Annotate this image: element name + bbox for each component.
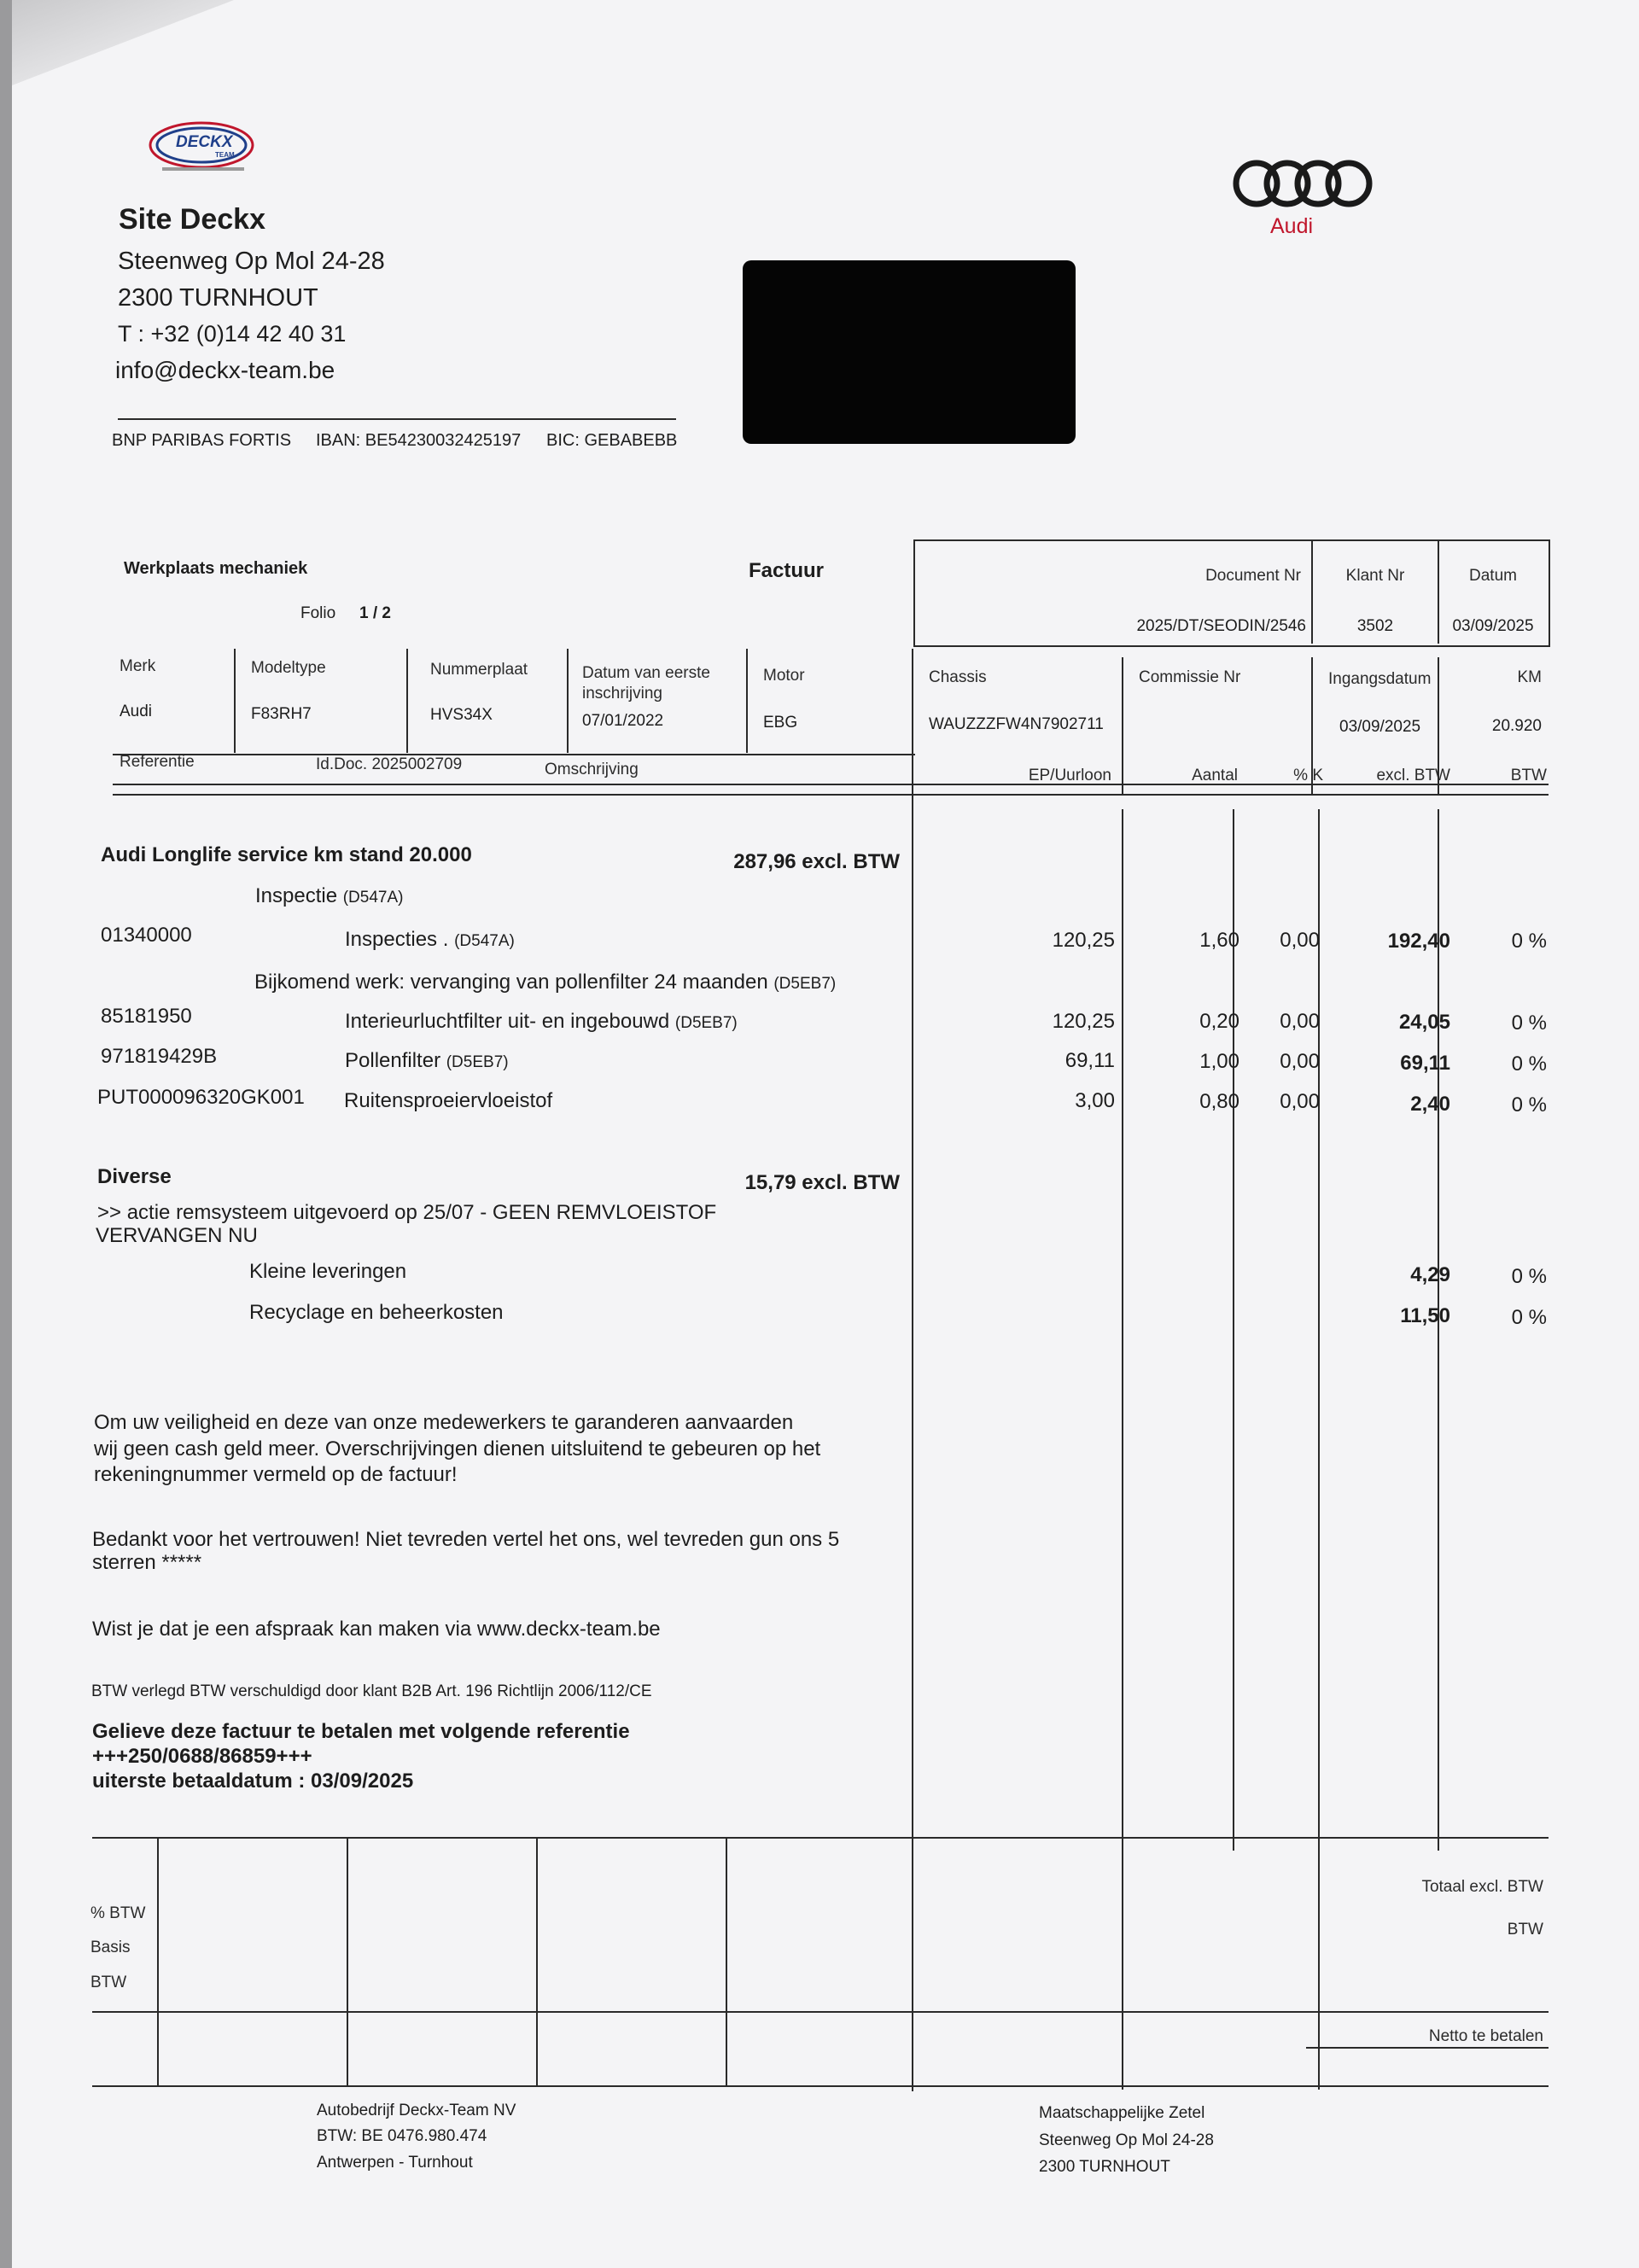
folio-value: 1 / 2: [359, 604, 391, 622]
chassis-label: Chassis: [929, 668, 987, 686]
first-registration-label-2: inschrijving: [582, 685, 662, 703]
item-desc: [345, 1049, 509, 1073]
item-vat: 0 %: [1511, 1012, 1547, 1035]
audi-logo-text: Audi: [1270, 214, 1314, 238]
safety-notice-line-1: Om uw veiligheid en deze van onze medewerkers te garanderen aanvaarden: [94, 1411, 794, 1434]
item-excl: 192,40: [1387, 930, 1450, 953]
inspection-header-code: (D547A): [342, 889, 404, 907]
km-value: 20.920: [1491, 717, 1542, 735]
item-ref: 971819429B: [101, 1045, 218, 1068]
section-service-title: Audi Longlife service km stand 20.000: [101, 843, 472, 866]
commission-label: Commissie Nr: [1139, 668, 1241, 686]
plate-value: HVS34X: [430, 706, 493, 724]
item-desc-text: Interieurluchtfilter uit- en ingebouwd: [345, 1010, 670, 1033]
footer-vat-number: BTW: BE 0476.980.474: [317, 2127, 487, 2145]
company-name: Site Deckx: [119, 203, 265, 236]
item-vat: 0 %: [1511, 1265, 1547, 1288]
quantity-col-header: Aantal: [1192, 767, 1238, 784]
unit-price-col-header: EP/Uurloon: [1028, 767, 1111, 784]
iddoc-col-header: Id.Doc. 2025002709: [316, 755, 463, 773]
footer-seat-street: Steenweg Op Mol 24-28: [1039, 2131, 1214, 2149]
km-label: KM: [1517, 668, 1542, 686]
bank-divider: [118, 418, 676, 420]
item-desc-code: (D547A): [454, 932, 515, 950]
vat-reverse-charge-note: BTW verlegd BTW verschuldigd door klant B2B Art. 196 Richtlijn 2006/112/CE: [91, 1682, 652, 1700]
inspection-header-text: Inspectie: [255, 884, 338, 907]
vat-amount-label: BTW: [90, 1974, 127, 1991]
bank-name: BNP PARIBAS FORTIS: [112, 431, 292, 450]
document-nr: 2025/DT/SEODIN/2546: [1136, 617, 1306, 635]
item-discount: 0,00: [1280, 1010, 1320, 1033]
item-desc-code: (D5EB7): [674, 1014, 738, 1032]
misc-note-line-2: VERVANGEN NU: [96, 1224, 258, 1247]
item-desc-text: Pollenfilter: [345, 1049, 441, 1072]
entry-date-label: Ingangsdatum: [1328, 670, 1432, 688]
client-nr: 3502: [1356, 617, 1394, 635]
engine-label: Motor: [763, 667, 805, 685]
thanks-line-2: sterren *****: [92, 1551, 202, 1574]
first-registration-value: 07/01/2022: [582, 712, 664, 730]
extra-work-header: [254, 971, 836, 994]
audi-logo: [1228, 156, 1381, 242]
net-payable-label: Netto te betalen: [1428, 2027, 1543, 2045]
item-excl: 69,11: [1400, 1052, 1450, 1075]
footer-location: Antwerpen - Turnhout: [317, 2154, 473, 2172]
item-vat: 0 %: [1511, 1306, 1547, 1329]
footer-seat-city: 2300 TURNHOUT: [1039, 2158, 1170, 2176]
item-quantity: 1,60: [1199, 929, 1239, 952]
item-excl: 24,05: [1398, 1011, 1450, 1034]
description-col-header: Omschrijving: [545, 761, 639, 778]
bank-iban: IBAN: BE54230032425197: [316, 431, 522, 450]
item-desc: Recyclage en beheerkosten: [249, 1301, 504, 1324]
item-desc: Kleine leveringen: [249, 1260, 407, 1283]
chassis-value: WAUZZZFW4N7902711: [929, 715, 1104, 733]
safety-notice-line-2: wij geen cash geld meer. Overschrijvingen dienen uitsluitend te gebeuren op het: [94, 1437, 821, 1460]
item-desc-code: (D5EB7): [446, 1053, 509, 1071]
safety-notice-line-3: rekeningnummer vermeld op de factuur!: [94, 1463, 458, 1486]
inspection-header: [255, 884, 403, 908]
item-desc-text: Inspecties .: [345, 928, 449, 951]
plate-label: Nummerplaat: [430, 661, 528, 679]
item-quantity: 0,80: [1199, 1090, 1239, 1113]
model-value: F83RH7: [251, 705, 312, 723]
vat-base-label: Basis: [90, 1939, 131, 1956]
appointment-notice: Wist je dat je een afspraak kan maken via www.deckx-team.be: [92, 1618, 661, 1641]
payment-instruction: Gelieve deze factuur te betalen met volgende referentie: [92, 1720, 630, 1743]
section-misc-total: 15,79 excl. BTW: [744, 1171, 900, 1194]
deckx-logo-text: DECKX: [176, 133, 233, 151]
footer-company: Autobedrijf Deckx-Team NV: [317, 2102, 516, 2119]
redacted-address: [743, 260, 1076, 444]
company-phone: T : +32 (0)14 42 40 31: [118, 321, 347, 347]
item-ref: PUT000096320GK001: [97, 1086, 305, 1109]
footer-seat-label: Maatschappelijke Zetel: [1039, 2104, 1205, 2122]
extra-work-code: (D5EB7): [773, 975, 837, 993]
item-vat: 0 %: [1511, 930, 1547, 953]
first-registration-label-1: Datum van eerste: [582, 664, 710, 682]
company-street: Steenweg Op Mol 24-28: [118, 248, 385, 275]
item-excl: 4,29: [1410, 1263, 1450, 1286]
folio-label: Folio: [300, 604, 336, 622]
extra-work-text: Bijkomend werk: vervanging van pollenfilter 24 maanden: [254, 971, 768, 994]
vat-col-header: BTW: [1510, 767, 1547, 784]
misc-note-line-1: >> actie remsysteem uitgevoerd op 25/07 - GEEN REMVLOEISTOF: [97, 1201, 717, 1224]
company-city: 2300 TURNHOUT: [118, 284, 318, 312]
item-desc: [345, 928, 515, 952]
client-nr-label: Klant Nr: [1345, 567, 1405, 585]
item-discount: 0,00: [1280, 1090, 1320, 1113]
item-unit-price: 120,25: [1052, 929, 1115, 952]
make-label: Merk: [120, 657, 156, 675]
item-ref: 01340000: [101, 924, 192, 947]
invoice-date: 03/09/2025: [1452, 617, 1534, 635]
folded-corner: [12, 0, 234, 85]
bank-bic: BIC: GEBABEBB: [546, 431, 678, 450]
invoice-type: Factuur: [749, 559, 825, 582]
item-unit-price: 3,00: [1075, 1089, 1115, 1112]
item-desc: [345, 1010, 738, 1034]
item-quantity: 1,00: [1199, 1050, 1239, 1073]
invoice-page: [12, 0, 1639, 2268]
section-service-total: 287,96 excl. BTW: [733, 850, 900, 873]
date-label: Datum: [1469, 567, 1517, 585]
make-value: Audi: [120, 703, 153, 720]
item-ref: 85181950: [101, 1005, 192, 1028]
entry-date-value: 03/09/2025: [1339, 718, 1421, 736]
item-discount: 0,00: [1280, 929, 1320, 952]
item-unit-price: 120,25: [1052, 1010, 1115, 1033]
engine-value: EBG: [763, 714, 798, 732]
item-desc: Ruitensproeiervloeistof: [344, 1089, 553, 1112]
payment-due-date: uiterste betaaldatum : 03/09/2025: [92, 1770, 414, 1793]
department-label: Werkplaats mechaniek: [124, 559, 308, 578]
discount-col-header: % K: [1293, 767, 1323, 784]
item-vat: 0 %: [1511, 1052, 1547, 1076]
reference-col-header: Referentie: [120, 753, 195, 771]
total-vat-label: BTW: [1507, 1921, 1543, 1939]
vat-percent-label: % BTW: [90, 1904, 146, 1922]
section-misc-title: Diverse: [97, 1165, 172, 1188]
item-discount: 0,00: [1280, 1050, 1320, 1073]
item-vat: 0 %: [1511, 1093, 1547, 1117]
payment-reference: +++250/0688/86859+++: [92, 1745, 312, 1768]
document-nr-label: Document Nr: [1205, 567, 1301, 585]
model-label: Modeltype: [251, 659, 326, 677]
deckx-logo: [145, 120, 260, 174]
item-excl: 2,40: [1410, 1093, 1450, 1116]
item-unit-price: 69,11: [1064, 1049, 1115, 1072]
item-excl: 11,50: [1400, 1304, 1450, 1327]
deckx-logo-subtext: TEAM: [215, 151, 235, 159]
total-excl-label: Totaal excl. BTW: [1421, 1878, 1543, 1896]
item-quantity: 0,20: [1199, 1010, 1239, 1033]
thanks-line-1: Bedankt voor het vertrouwen! Niet tevreden vertel het ons, wel tevreden gun ons 5: [92, 1528, 840, 1551]
company-email: info@deckx-team.be: [115, 357, 335, 383]
excl-col-header: excl. BTW: [1376, 767, 1450, 784]
